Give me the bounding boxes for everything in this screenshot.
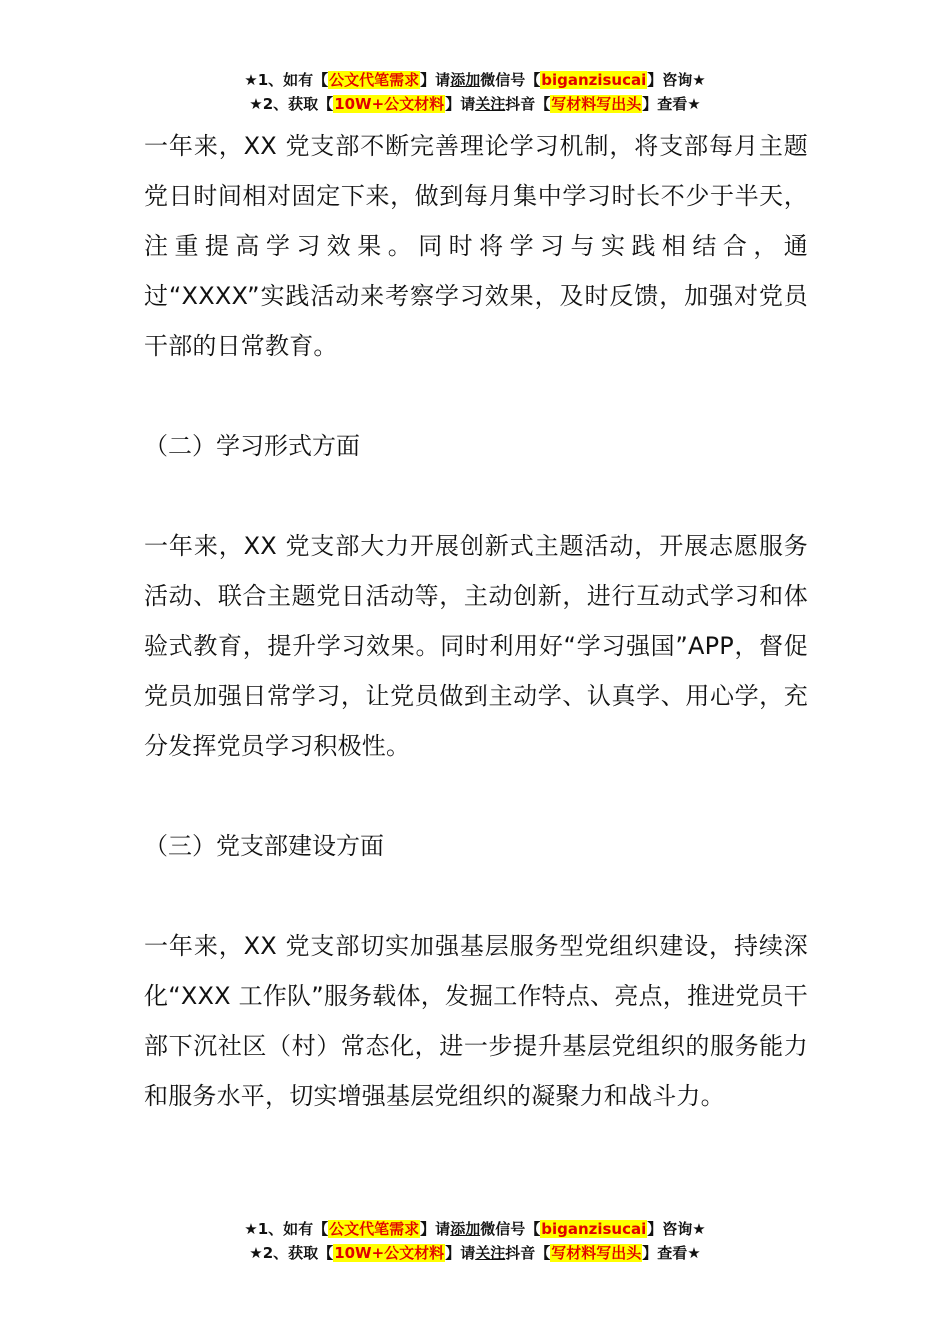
- paragraph-theory-study: 一年来，XX 党支部不断完善理论学习机制，将支部每月主题党日时间相对固定下来，做到每月集中学习时长不少于半天，注重提高学习效果。同时将学习与实践相结合，通过“XXXX”实践活动来考察学习效果，及时反馈，加强对党员干部的日常教育。: [144, 132, 808, 360]
- materials-highlight: 10W+公文材料: [334, 95, 445, 113]
- banner-line-1: ★1、如有【公文代笔需求】请添加微信号【biganzisucai】咨询★: [244, 71, 706, 89]
- header-banner: [0, 68, 950, 116]
- wechat-id-highlight: biganzisucai: [541, 1220, 647, 1238]
- banner-line-1: ★1、如有【公文代笔需求】请添加微信号【biganzisucai】咨询★: [244, 1220, 706, 1238]
- banner-line-2: ★2、获取【10W+公文材料】请关注抖音【写材料写出头】查看★: [249, 1244, 701, 1262]
- materials-highlight: 10W+公文材料: [334, 1244, 445, 1262]
- service-highlight: 公文代笔需求: [329, 71, 420, 89]
- wechat-id-highlight: biganzisucai: [541, 71, 647, 89]
- section-heading-study-form: （二）学习形式方面: [144, 432, 360, 460]
- douyin-account-highlight: 写材料写出头: [551, 1244, 642, 1262]
- paragraph-branch-building: 一年来，XX 党支部切实加强基层服务型党组织建设，持续深化“XXX 工作队”服务载体，发掘工作特点、亮点，推进党员干部下沉社区（村）常态化，进一步提升基层党组织的服务能力和服务水平，切实增强基层党组织的凝聚力和战斗力。: [144, 932, 808, 1110]
- document-body: [144, 121, 808, 1121]
- service-highlight: 公文代笔需求: [329, 1220, 420, 1238]
- footer-banner: [0, 1217, 950, 1265]
- section-heading-branch-building: （三）党支部建设方面: [144, 832, 384, 860]
- douyin-account-highlight: 写材料写出头: [551, 95, 642, 113]
- banner-line-2: ★2、获取【10W+公文材料】请关注抖音【写材料写出头】查看★: [249, 95, 701, 113]
- paragraph-study-form: 一年来，XX 党支部大力开展创新式主题活动，开展志愿服务活动、联合主题党日活动等，主动创新，进行互动式学习和体验式教育，提升学习效果。同时利用好“学习强国”APP，督促党员加强日常学习，让党员做到主动学、认真学、用心学，充分发挥党员学习积极性。: [144, 532, 808, 760]
